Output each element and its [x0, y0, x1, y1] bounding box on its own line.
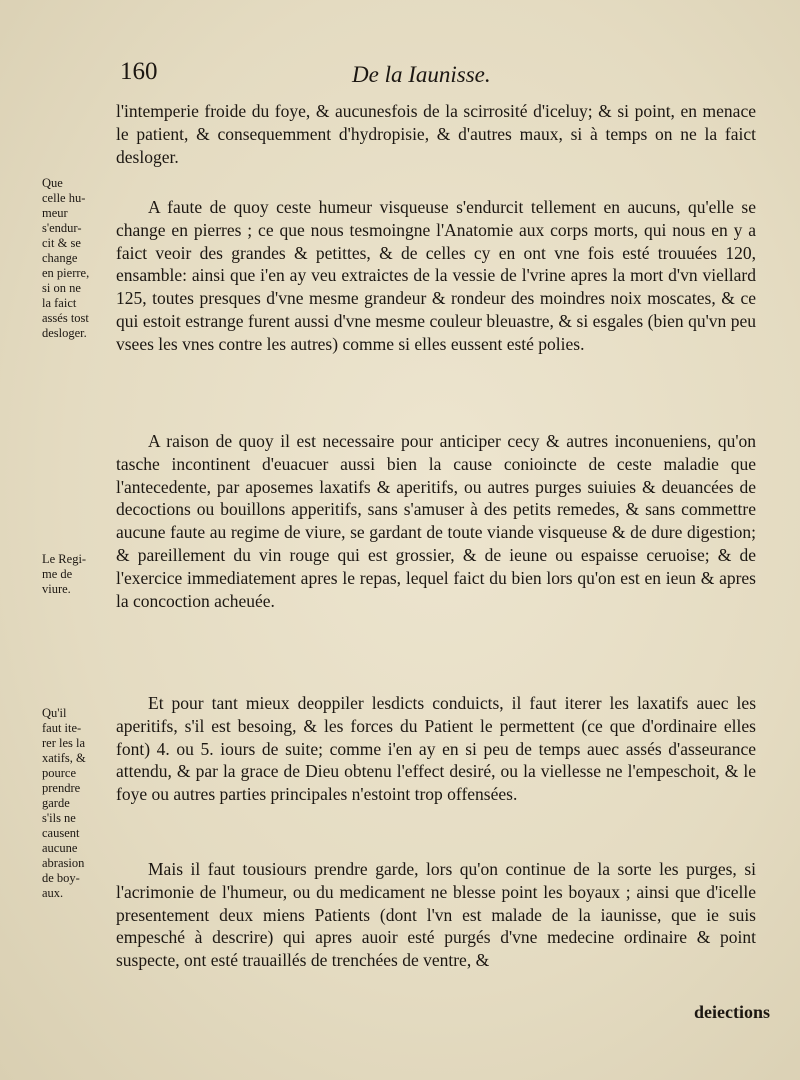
paragraph-1: l'intemperie froide du foye, & aucunesfois de la scirrosité d'iceluy; & si point, en menace le patient, & consequemment d'hydropisie, & d'autres maux, si à temps on ne la faict desloger. — [116, 101, 756, 167]
page-number: 160 — [120, 58, 158, 85]
margin-note-regime: Le Regi- me de viure. — [42, 552, 87, 596]
running-title: De la Iaunisse. — [352, 62, 491, 87]
paragraph-5: Mais il faut tousiours prendre garde, lors qu'on continue de la sorte les purges, si l'acrimonie de l'humeur, ou du medicament ne blesse point les boyaux ; ainsi que d'icelle presentement deux miens Patients (dont l'vn est malade de la iaunisse, que ie suis empesché à descrire) qui apres auoir esté purgés d'vne medecine ordinaire & point suspecte, ont esté trauaillés de trenchées de ventre, & — [116, 859, 756, 971]
catchword: deiections — [694, 1002, 770, 1022]
paragraph-3: A raison de quoy il est necessaire pour anticiper cecy & autres inconueniens, qu'on tasche incontinent d'euacuer aussi bien la cause conioincte de ceste maladie que l'antecedente, par aposemes laxatifs & aperitifs, ou autres purges suiuies & deuancées de decoctions ou bouillons apperitifs, sans s'amuser à des petits remedes, & sans commettre aucune faute au regime de viure, se gardant de toute viande visqueuse & de dure digestion; & pareillement du vin rouge qui est grossier, & de ieune ou espaisse ceruoise; & de l'exercice immediatement apres le repas, lequel faict du bien lors qu'on est en ieun & apres la concoction acheuée. — [116, 431, 756, 611]
paragraph-2: A faute de quoy ceste humeur visqueuse s'endurcit tellement en aucuns, qu'elle se change en pierres ; ce que nous tesmoingne l'Anatomie aux corps morts, qui nous en y a faict veoir des grandes & petittes, & de celles cy en ont vne fois esté trouuées 120, ensamble: ainsi que i'en ay veu extraictes de la vessie de l'vrine apres la mort d'vn viellard 125, toutes presques d'vne mesme grandeur & rondeur des moindres noix moscates, & ce qui estoit estrange furent aussi d'vne mesme couleur bleuastre, & si esgales (bien qu'vn peu vsees les vnes contre les autres) comme si elles eussent esté polies. — [116, 197, 756, 354]
paragraph-4: Et pour tant mieux deoppiler lesdicts conduicts, il faut iterer les laxatifs auec les aperitifs, s'il est besoing, & les forces du Patient le permettent (ce que d'ordinaire elles font) 4. ou 5. iours de suite; comme i'en ay en si peu de temps auec assés d'asseurance attendu, & par la grace de Dieu obtenu l'effect desiré, ou la viellesse ne l'empeschoit, & le foye ou autres parties principales n'estoint trop offensées. — [116, 693, 756, 805]
page-header — [120, 58, 760, 94]
margin-note-stone: Que celle hu- meur s'endur- cit & se change en pierre, si on ne la faict assés tost desloger. — [42, 176, 90, 340]
margin-note-laxatives: Qu'il faut ite- rer les la xatifs, & pource prendre garde s'ils ne causent aucune abrasion de boy- aux. — [42, 706, 86, 900]
